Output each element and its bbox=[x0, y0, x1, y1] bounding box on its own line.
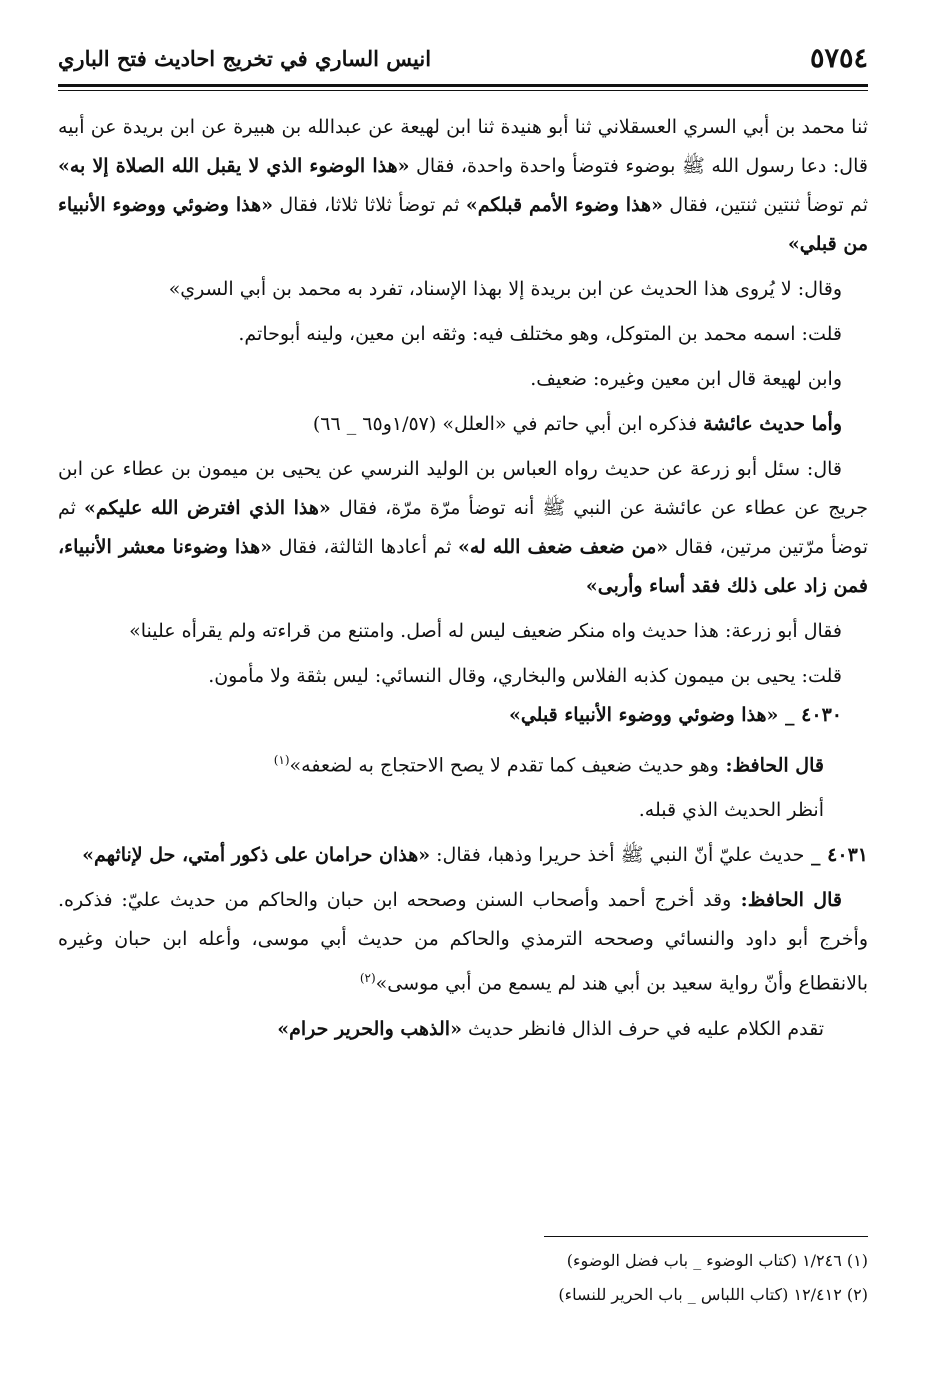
paragraph-aisha-heading: وأما حديث عائشة فذكره ابن أبي حاتم في «العلل» (١/٥٧و٦٥ _ ٦٦) bbox=[312, 413, 842, 435]
document-page bbox=[58, 0, 868, 1383]
page-header bbox=[58, 40, 868, 78]
paragraph-abu-zura-verdict: فقال أبو زرعة: هذا حديث واه منكر ضعيف ليس له أصل. وامتنع من قراءته ولم يقرأه علينا» bbox=[129, 620, 842, 642]
paragraph-comment-3: قلت: يحيى بن ميمون كذبه الفلاس والبخاري، وقال النسائي: ليس بثقة ولا مأمون. bbox=[208, 665, 842, 687]
hadith-heading-4030: ٤٠٣٠ _ «هذا وضوئي ووضوء الأنبياء قبلي» bbox=[508, 704, 842, 726]
body-text bbox=[58, 108, 868, 1049]
paragraph-abu-zura: قال: سئل أبو زرعة عن حديث رواه العباس بن الوليد النرسي عن يحيى بن ميمون بن عطاء عن ابن جريج عن عطاء عن عائشة عن النبي ﷺ أنه توضأ مرّة مرّة، فقال «هذا الذي افترض الله عليكم» ثم توضأ مرّتين مرتين، فقال «من ضعف ضعف الله له» ثم أعادها الثالثة، فقال «هذا وضوءنا معشر الأنبياء، فمن زاد على ذلك فقد أساء وأربى» bbox=[58, 458, 869, 597]
footnote-1: (١) ١/٢٤٦ (كتاب الوضوء _ باب فضل الوضوء) bbox=[566, 1251, 868, 1270]
paragraph-comment-2: وابن لهيعة قال ابن معين وغيره: ضعيف. bbox=[530, 368, 842, 390]
paragraph-cross-reference: تقدم الكلام عليه في حرف الذال فانظر حديث «الذهب والحرير حرام» bbox=[277, 1017, 824, 1040]
hadith-heading-4031: ٤٠٣١ _ حديث عليّ أنّ النبي ﷺ أخذ حريرا وذهبا، فقال: «هذان حرامان على ذكور أمتي، حل لإناثهم» bbox=[82, 844, 868, 867]
page-number: ٥٧٥٤ bbox=[809, 43, 868, 74]
paragraph-see-previous: أنظر الحديث الذي قبله. bbox=[638, 799, 824, 822]
header-rule-thin bbox=[58, 90, 868, 91]
footnote-ref-2[interactable]: (٢) bbox=[359, 971, 376, 986]
footnote-ref-1[interactable]: (١) bbox=[273, 753, 290, 767]
paragraph-tabarani-note: وقال: لا يُروى هذا الحديث عن ابن بريدة إلا بهذا الإسناد، تفرد به محمد بن أبي السري» bbox=[168, 278, 842, 300]
header-rule bbox=[58, 84, 868, 87]
paragraph-hafiz-1: قال الحافظ: وهو حديث ضعيف كما تقدم لا يصح الاحتجاج به لضعفه»$^{(١)}$ bbox=[273, 753, 824, 777]
paragraph-isnad: ثنا محمد بن أبي السري العسقلاني ثنا أبو هنيدة ثنا ابن لهيعة عن عبدالله بن هبيرة عن ابن بريدة عن أبيه قال: دعا رسول الله ﷺ بوضوء فتوضأ واحدة واحدة، فقال «هذا الوضوء الذي لا يقبل الله الصلاة إلا به» ثم توضأ ثنتين ثنتين، فقال «هذا وضوء الأمم قبلكم» ثم توضأ ثلاثا ثلاثا، فقال «هذا وضوئي ووضوء الأنبياء من قبلي» bbox=[58, 116, 868, 255]
footnotes bbox=[58, 1244, 868, 1312]
paragraph-comment-1: قلت: اسمه محمد بن المتوكل، وهو مختلف فيه: وثقه ابن معين، ولينه أبوحاتم. bbox=[238, 323, 842, 345]
paragraph-hafiz-2: قال الحافظ: وقد أخرج أحمد وأصحاب السنن وصححه ابن حبان والحاكم من حديث عليّ: فذكره. وأخرج أبو داود والنسائي وصححه الترمذي والحاكم من حديث أبي موسى، وأعله ابن حبان وغيره بالانقطاع وأنّ رواية سعيد بن أبي هند لم يسمع من أبي موسى»$^{(٢)}$ bbox=[58, 889, 868, 995]
footnote-2: (٢) ١٢/٤١٢ (كتاب اللباس _ باب الحرير للنساء) bbox=[558, 1285, 868, 1304]
footnote-rule bbox=[544, 1236, 868, 1237]
running-title: انيس الساري في تخريج احاديث فتح الباري bbox=[58, 46, 432, 71]
